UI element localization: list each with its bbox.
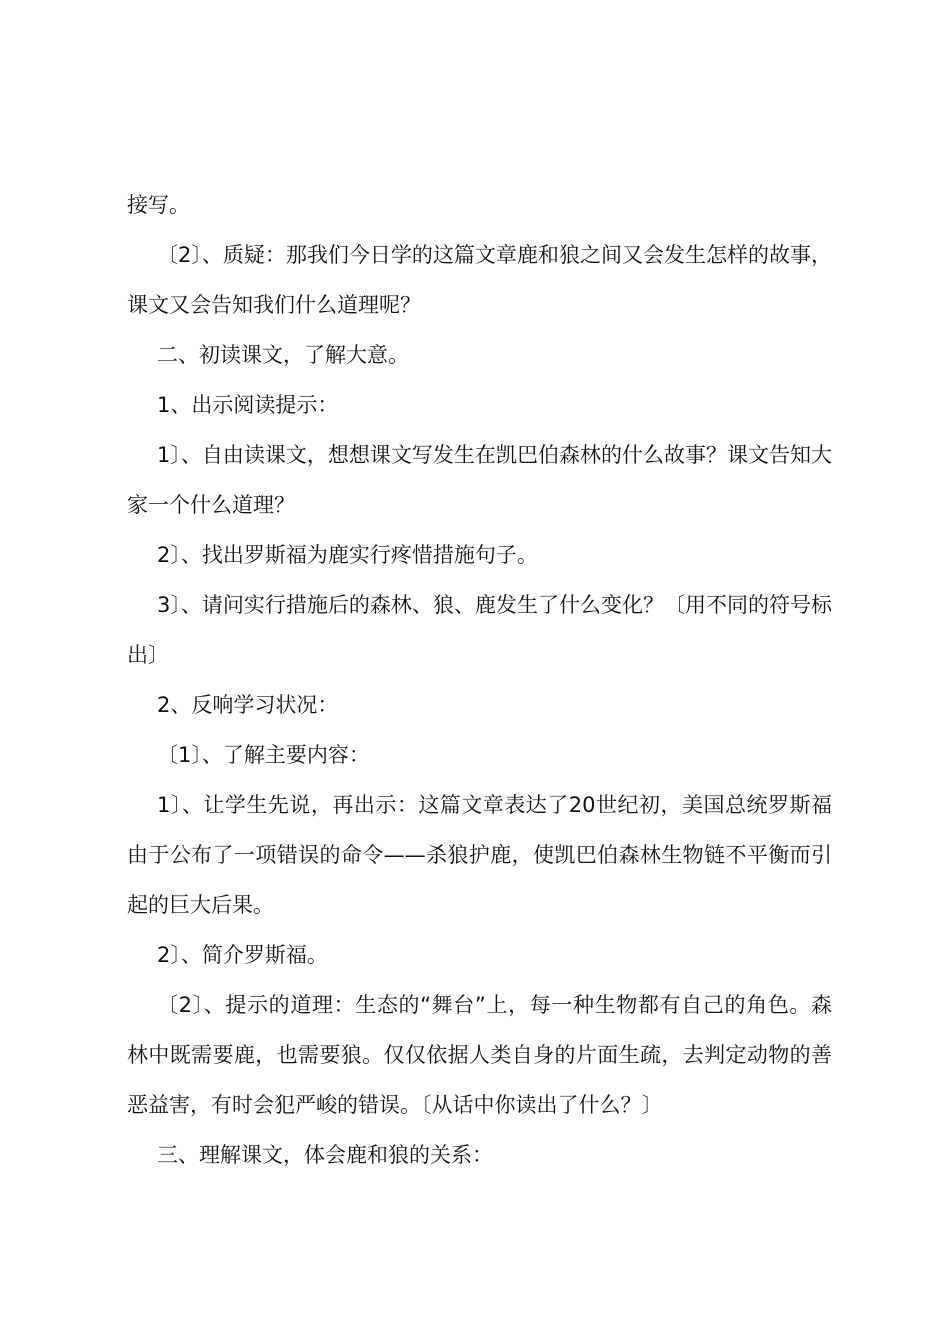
paragraph: 1〕、自由读课文，想想课文写发生在凯巴伯森林的什么故事？课文告知大家一个什么道理？: [127, 443, 832, 517]
paragraph: 3〕、请问实行措施后的森林、狼、鹿发生了什么变化？〔用不同的符号标出〕: [127, 593, 832, 667]
paragraph: 1〕、让学生先说，再出示：这篇文章表达了20世纪初，美国总统罗斯福由于公布了一项错误的命令——杀狼护鹿，使凯巴伯森林生物链不平衡而引起的巨大后果。: [127, 793, 832, 917]
paragraph: 〔2〕、提示的道理：生态的“舞台”上，每一种生物都有自己的角色。森林中既需要鹿，也需要狼。仅仅依据人类自身的片面生疏，去判定动物的善恶益害，有时会犯严峻的错误。〔从话中你读出了什么？〕: [127, 993, 832, 1117]
paragraph: 〔1〕、了解主要内容：: [157, 743, 370, 767]
paragraph: 1、出示阅读提示：: [157, 393, 339, 417]
paragraph: 2〕、找出罗斯福为鹿实行疼惜措施句子。: [157, 543, 538, 567]
paragraph: 2、反响学习状况：: [157, 693, 339, 717]
section-heading: 三、理解课文，体会鹿和狼的关系：: [157, 1143, 493, 1167]
section-heading: 二、初读课文，了解大意。: [157, 343, 409, 367]
paragraph: 接写。: [127, 193, 190, 217]
paragraph: 2〕、简介罗斯福。: [157, 943, 328, 967]
paragraph: 〔2〕、质疑：那我们今日学的这篇文章鹿和狼之间又会发生怎样的故事，课文又会告知我们什么道理呢？: [127, 243, 832, 317]
document-body: [127, 180, 832, 1180]
